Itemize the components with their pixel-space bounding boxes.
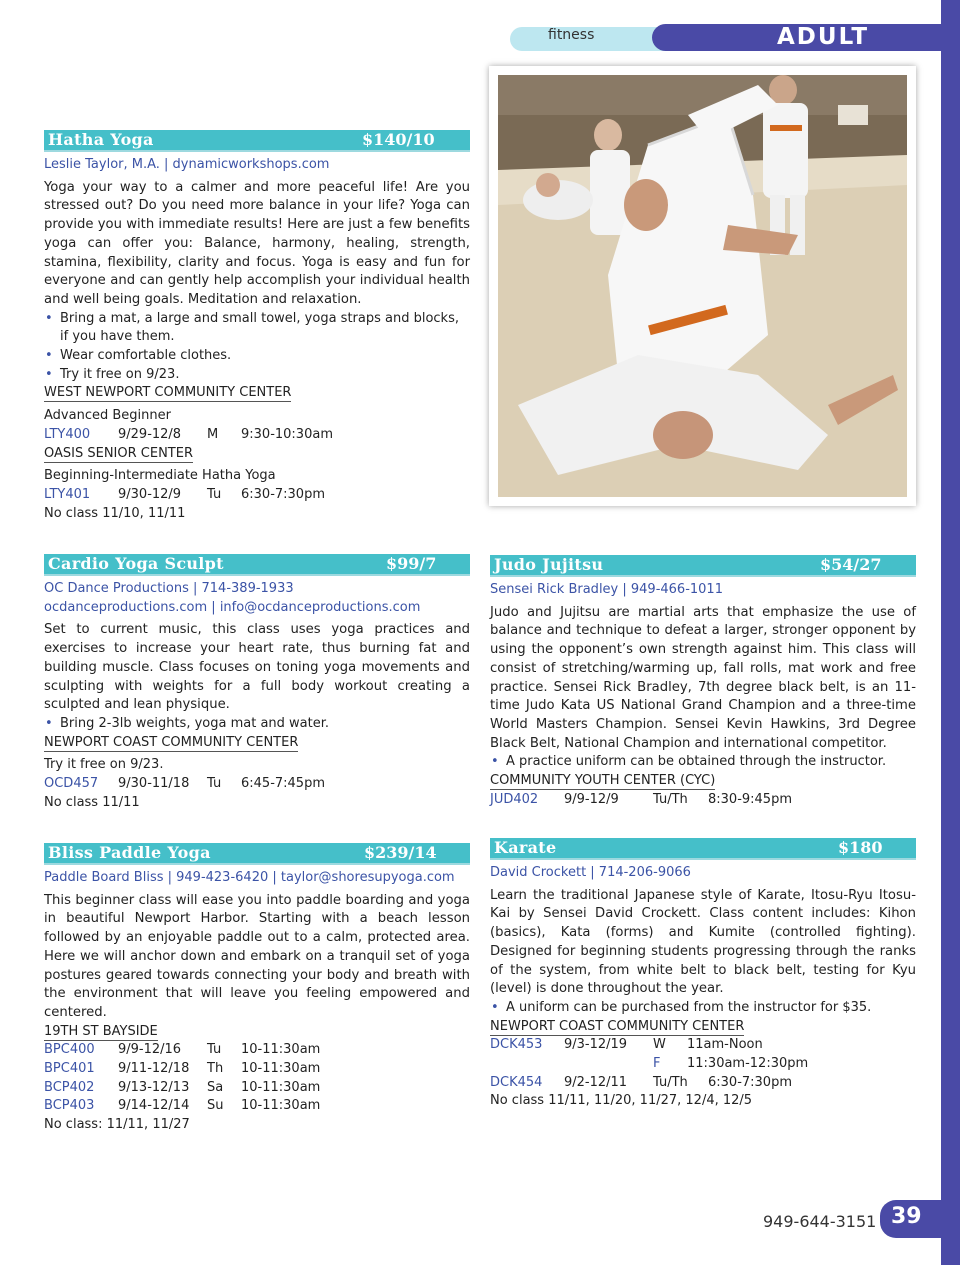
instructor-contact[interactable]: OC Dance Productions | 714-389-1933 [44,581,294,596]
category-label: fitness [548,27,595,43]
course-dates: 9/9-12/16 [118,1042,182,1058]
section-header [490,555,916,577]
course-day: Tu/Th [653,1074,688,1090]
description: This beginner class will ease you into paddle boarding and yoga in beautiful Newport Harbor. Starting with a beach lesson followed by an enjoyable paddle out to a calm, protected area. Here we will anchor down and embark on a tranquil set of yoga postures geared towards connecting your body and breath with the environment that will leave you feeling empowered and centered. [44,892,470,1020]
section-header [44,843,470,865]
course-dates: 9/2-12/11 [564,1074,628,1090]
course-dates: 9/30-12/9 [118,486,182,502]
level-label: Beginning-Intermediate Hatha Yoga [44,468,276,484]
course-day: W [653,1037,666,1053]
course-time: 11:30am-12:30pm [687,1056,809,1072]
section-price: $54/27 [820,555,882,574]
page-number-tab [880,1200,942,1238]
footer-phone: 949-644-3151 [763,1212,877,1231]
course-code[interactable]: BPC400 [44,1042,95,1058]
bullet-list [44,715,470,734]
section-header [44,554,470,576]
section-title: Cardio Yoga Sculpt [48,554,224,573]
course-dates: 9/29-12/8 [118,426,182,442]
course-day: Tu [207,486,222,502]
schedule-row [44,486,470,505]
course-code[interactable]: DCK453 [490,1037,543,1053]
list-item: • A practice uniform can be obtained through the instructor. [490,753,916,772]
location: 19TH ST BAYSIDE [44,1023,158,1039]
section-title: Hatha Yoga [48,130,154,149]
no-class-note: No class 11/11 [44,794,140,810]
page-number: 39 [891,1204,922,1229]
schedule-row [44,1079,470,1098]
course-time: 6:45-7:45pm [241,776,325,792]
course-day: Tu/Th [653,791,688,807]
course-day: Tu [207,776,222,792]
course-time: 6:30-7:30pm [241,486,325,502]
location: WEST NEWPORT COMMUNITY CENTER [44,385,292,401]
section-header [490,838,916,860]
instructor-contact[interactable]: Paddle Board Bliss | 949-423-6420 | taylor@shoresupyoga.com [44,870,455,885]
no-class-note: No class 11/10, 11/11 [44,505,186,521]
martial-arts-photo-frame [489,66,916,506]
description: Learn the traditional Japanese style of Karate, Itosu-Ryu Itosu-Kai by Sensei David Crockett. Class content includes: Kihon (basics), Kata (forms) and Kumite (controlled fighting). Designed for beginning students progressing through the ranks of the system, from white belt to black belt, testing for Kyu (level) is done throughout the year. [490,887,916,997]
course-time: 11am-Noon [687,1037,763,1053]
bliss-paddle-yoga-section [44,843,470,1135]
instructor-contact[interactable]: Leslie Taylor, M.A. | dynamicworkshops.com [44,157,330,172]
course-day: F [653,1056,661,1072]
course-code[interactable]: BCP402 [44,1079,95,1095]
course-day: M [207,426,219,442]
audience-tab [652,24,942,51]
schedule-row [44,1060,470,1079]
course-code[interactable]: BPC401 [44,1061,95,1077]
section-price: $180 [838,838,883,857]
course-code[interactable]: BCP403 [44,1098,95,1114]
schedule-row [490,1074,916,1093]
list-item: • Wear comfortable clothes. [44,347,470,366]
list-item: • A uniform can be purchased from the instructor for $35. [490,999,916,1018]
course-day: Sa [207,1079,224,1095]
list-item: • Try it free on 9/23. [44,366,470,385]
location: NEWPORT COAST COMMUNITY CENTER [44,734,299,750]
list-item: • Bring 2-3lb weights, yoga mat and water. [44,715,470,734]
course-day: Su [207,1098,224,1114]
course-dates: 9/11-12/18 [118,1061,190,1077]
location: NEWPORT COAST COMMUNITY CENTER [490,1018,745,1034]
judo-photo-illustration [498,75,907,497]
instructor-contact[interactable]: David Crockett | 714-206-9066 [490,865,691,880]
level-label: Advanced Beginner [44,408,171,424]
schedule-row [490,1036,916,1055]
trial-note: Try it free on 9/23. [44,757,164,773]
course-dates: 9/30-11/18 [118,776,190,792]
course-code[interactable]: OCD457 [44,776,99,792]
description: Judo and Jujitsu are martial arts that emphasize the use of balance and technique to defeat a larger, stronger opponent by using the opponent’s own strength against him. This class will consist of stretching/warming up, fall rolls, mat work and free practice. Sensei Rick Bradley, 7th degree black belt, is an 11-time Judo Kata US National Grand Champion and a three-time World Masters Champion. Sensei Kevin Hawkins, 3rd Degree Black Belt, National Champion and international competitor. [490,604,916,751]
course-time: 10-11:30am [241,1042,321,1058]
bullet-list [490,753,916,772]
schedule-row [44,775,470,794]
section-header [44,130,470,152]
course-time: 9:30-10:30am [241,426,333,442]
course-day: Th [207,1061,224,1077]
no-class-note: No class: 11/11, 11/27 [44,1117,190,1133]
section-price: $99/7 [386,554,437,573]
bullet-list [490,999,916,1018]
course-dates: 9/14-12/14 [118,1098,190,1114]
course-code[interactable]: LTY401 [44,486,91,502]
page-edge-bar [941,0,960,1265]
course-dates: 9/3-12/19 [564,1037,628,1053]
schedule-row [44,1097,470,1116]
course-dates: 9/13-12/13 [118,1079,190,1095]
judo-jujitsu-section [490,555,916,809]
schedule-row [44,426,470,445]
description: Yoga your way to a calmer and more peaceful life! Are you stressed out? Do you need more balance in your life? Yoga can provide you with immediate results! Here are just a few benefits yoga can offer you: Balance, harmony, healing, strength, stamina, flexibility, clarity and focus. Yoga is easy and fun for everyone and can gently help accomplish your individual health and well being goals. Meditation and relaxation. [44,179,470,307]
course-time: 6:30-7:30pm [708,1074,792,1090]
location: COMMUNITY YOUTH CENTER (CYC) [490,773,716,789]
course-dates: 9/9-12/9 [564,791,619,807]
course-code[interactable]: DCK454 [490,1074,543,1090]
cardio-yoga-section [44,554,470,812]
section-price: $239/14 [364,843,437,862]
schedule-row [490,791,916,810]
section-title: Judo Jujitsu [494,555,604,574]
bullet-list [44,310,470,385]
course-code[interactable]: LTY400 [44,426,91,442]
schedule-row [44,1041,470,1060]
instructor-website[interactable]: ocdanceproductions.com | info@ocdanceproductions.com [44,599,421,615]
list-item: • Bring a mat, a large and small towel, yoga straps and blocks, if you have them. [44,310,470,347]
course-time: 10-11:30am [241,1079,321,1095]
no-class-note: No class 11/11, 11/20, 11/27, 12/4, 12/5 [490,1093,753,1109]
section-title: Bliss Paddle Yoga [48,843,211,862]
course-day: Tu [207,1042,222,1058]
hatha-yoga-section [44,130,470,523]
course-time: 10-11:30am [241,1061,321,1077]
course-time: 8:30-9:45pm [708,791,792,807]
course-code[interactable]: JUD402 [490,791,539,807]
schedule-row [490,1055,916,1074]
location: OASIS SENIOR CENTER [44,445,193,461]
martial-arts-photo [498,75,907,497]
karate-section [490,838,916,1111]
instructor-contact[interactable]: Sensei Rick Bradley | 949-466-1011 [490,582,723,597]
section-price: $140/10 [362,130,435,149]
section-title: Karate [494,838,557,857]
course-time: 10-11:30am [241,1098,321,1114]
audience-label: ADULT [777,24,870,50]
description: Set to current music, this class uses yoga practices and exercises to increase your heart rate, thus burning fat and building muscle. Class focuses on toning yoga movements and sculpting with weights for a full body workout creating a sculpted and lean physique. [44,622,470,713]
